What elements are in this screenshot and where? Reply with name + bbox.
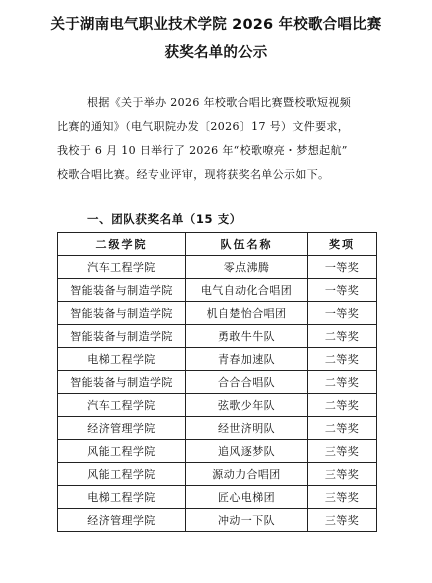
team-name-cell: 源动力合唱团	[186, 463, 308, 486]
header-college: 二级学院	[58, 233, 186, 256]
college-cell: 汽车工程学院	[58, 394, 186, 417]
paragraph-line-2: 比赛的通知》（电气职院办发〔2026〕17 号）文件要求，	[57, 120, 350, 133]
document-title-line-2: 获奖名单的公示	[164, 45, 268, 61]
team-name-cell: 弦歌少年队	[186, 394, 308, 417]
section-heading-team-awards: 一、团队获奖名单（15 支）	[87, 212, 242, 226]
table-row	[58, 486, 377, 509]
college-cell: 经济管理学院	[58, 417, 186, 440]
paragraph-line-1: 根据《关于举办 2026 年校歌合唱比赛暨校歌短视频	[87, 96, 352, 109]
college-cell: 电梯工程学院	[58, 486, 186, 509]
header-team-name: 队伍名称	[186, 233, 308, 256]
team-name-cell: 匠心电梯团	[186, 486, 308, 509]
team-name-cell: 勇敢牛牛队	[186, 325, 308, 348]
team-name-cell: 经世济明队	[186, 417, 308, 440]
award-cell: 二等奖	[308, 417, 377, 440]
college-cell: 智能装备与制造学院	[58, 371, 186, 394]
award-cell: 三等奖	[308, 486, 377, 509]
college-cell: 智能装备与制造学院	[58, 279, 186, 302]
table-row	[58, 371, 377, 394]
table-row	[58, 302, 377, 325]
awards-table-body	[58, 256, 377, 532]
award-cell: 二等奖	[308, 371, 377, 394]
award-cell: 一等奖	[308, 302, 377, 325]
award-cell: 二等奖	[308, 394, 377, 417]
team-name-cell: 零点沸腾	[186, 256, 308, 279]
college-cell: 智能装备与制造学院	[58, 325, 186, 348]
table-row	[58, 440, 377, 463]
table-row	[58, 417, 377, 440]
award-cell: 三等奖	[308, 509, 377, 532]
table-row	[58, 509, 377, 532]
table-row	[58, 463, 377, 486]
table-header-row	[58, 233, 377, 256]
college-cell: 风能工程学院	[58, 463, 186, 486]
award-cell: 三等奖	[308, 440, 377, 463]
table-row	[58, 348, 377, 371]
college-cell: 电梯工程学院	[58, 348, 186, 371]
document-title-line-1: 关于湖南电气职业技术学院 2026 年校歌合唱比赛	[50, 17, 382, 33]
team-name-cell: 合合合唱队	[186, 371, 308, 394]
paragraph-line-3: 我校于 6 月 10 日举行了 2026 年“校歌嘹亮・梦想起航”	[57, 144, 348, 157]
college-cell: 经济管理学院	[58, 509, 186, 532]
award-cell: 一等奖	[308, 279, 377, 302]
team-name-cell: 追风逐梦队	[186, 440, 308, 463]
college-cell: 汽车工程学院	[58, 256, 186, 279]
table-row	[58, 325, 377, 348]
award-cell: 一等奖	[308, 256, 377, 279]
team-name-cell: 电气自动化合唱团	[186, 279, 308, 302]
table-row	[58, 394, 377, 417]
header-award: 奖项	[308, 233, 377, 256]
table-row	[58, 279, 377, 302]
table-row	[58, 256, 377, 279]
awards-table	[57, 232, 377, 532]
award-cell: 二等奖	[308, 325, 377, 348]
team-name-cell: 冲动一下队	[186, 509, 308, 532]
award-cell: 三等奖	[308, 463, 377, 486]
college-cell: 风能工程学院	[58, 440, 186, 463]
team-name-cell: 机自楚怡合唱团	[186, 302, 308, 325]
team-name-cell: 青春加速队	[186, 348, 308, 371]
college-cell: 智能装备与制造学院	[58, 302, 186, 325]
award-cell: 二等奖	[308, 348, 377, 371]
paragraph-line-4: 校歌合唱比赛。经专业评审，现将获奖名单公示如下。	[57, 168, 330, 181]
